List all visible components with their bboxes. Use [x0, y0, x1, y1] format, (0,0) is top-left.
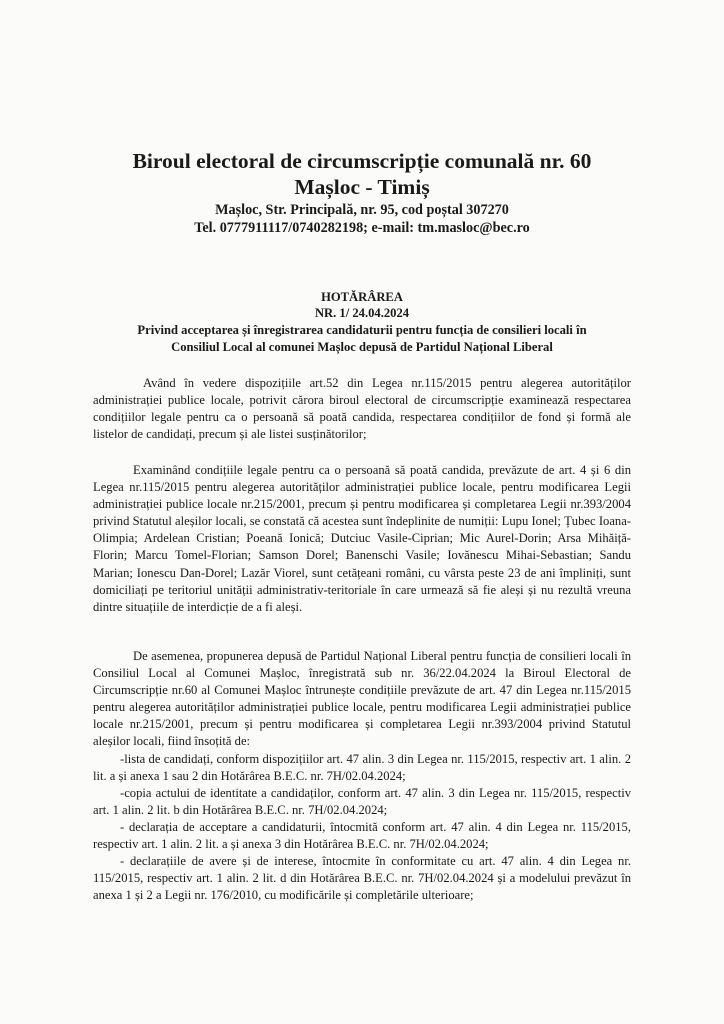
paragraph-1: Având în vedere dispozițiile art.52 din Legea nr.115/2015 pentru alegerea autorităților administrației publice locale, potrivit cărora biroul electoral de circumscripție examinează respectarea condițiilor legale pentru ca o persoană să poată candida, respectarea condițiilor de fond și formă ale listelor de candidați, precum și ale listei susținătorilor;: [93, 376, 631, 442]
list-item: -copia actului de identitate a candidaților, conform art. 47 alin. 3 din Legea nr. 115/2015, respectiv art. 1 alin. 2 lit. b din Hotărârea B.E.C. nr. 7H/02.04.2024;: [93, 785, 631, 817]
list-item: -lista de candidați, conform dispozițiilor art. 47 alin. 3 din Legea nr. 115/2015, respectiv art. 1 alin. 2 lit. a și anexa 1 sau 2 din Hotărârea B.E.C. nr. 7H/02.04.2024;: [93, 751, 631, 783]
paragraph-3-block: [93, 648, 631, 904]
paragraph-3: De asemenea, propunerea depusă de Partidul Național Liberal pentru funcția de consilieri locali în Consiliul Local al Comunei Mașloc, înregistrată sub nr. 36/22.04.2024 la Biroul Electoral de Circumscripție nr.60 al Comunei Mașloc întrunește condițiile prevăzute de art. 47 din Legea nr.115/2015 pentru alegerea autorităților administrației publice locale, pentru modificarea Legii administrației publice locale nr.215/2001, precum și pentru modificarea și completarea Legii nr.393/2004 privind Statutul aleșilor locali, fiind însoțită de:: [93, 649, 631, 749]
decision-title: HOTĂRÂREA: [321, 290, 403, 304]
header-title: Biroul electoral de circumscripție comunală nr. 60: [132, 149, 592, 173]
decision-subject-line2: Consiliul Local al comunei Mașloc depusă de Partidul Național Liberal: [171, 340, 553, 354]
paragraph-1-block: [93, 375, 631, 443]
header-contact: Tel. 0777911117/0740282198; e-mail: tm.masloc@bec.ro: [194, 220, 530, 236]
paragraph-2-block: [93, 462, 631, 616]
header-address: Mașloc, Str. Principală, nr. 95, cod poștal 307270: [215, 202, 509, 218]
header-place: Mașloc - Timiș: [294, 175, 430, 199]
paragraph-2: Examinând condițiile legale pentru ca o persoană să poată candida, prevăzute de art. 4 și 6 din Legea nr.115/2015 pentru alegerea autorităților administrației publice locale, pentru modificarea Legii administrației publice locale nr.215/2001, precum și pentru modificarea și completarea Legii nr.393/2004 privind Statutul aleșilor locali, se constată că acestea sunt îndeplinite de numiții: Lupu Ionel; Țubec Ioana-Olimpia; Ardelean Cristian; Poeană Ionică; Dutciuc Vasile-Ciprian; Mic Aurel-Dorin; Arsa Mihăiță-Florin; Marcu Tomel-Florian; Samson Dorel; Banenschi Vasile; Iovănescu Mihai-Sebastian; Sandu Marian; Ionescu Dan-Dorel; Lazăr Viorel, sunt cetățeani români, cu vârsta peste 23 de ani împliniți, sunt domiciliați pe teritoriul unității administrativ-teritoriale în care urmează să fie aleși și nu rezultă vreuna dintre situațiile de interdicție de a fi aleși.: [93, 463, 631, 614]
decision-subject-line1: Privind acceptarea și înregistrarea candidaturii pentru funcția de consilieri locali în: [137, 323, 587, 337]
list-item: - declarațiile de avere și de interese, întocmite în conformitate cu art. 47 alin. 4 din Legea nr. 115/2015, respectiv art. 1 alin. 2 lit. d din Hotărârea B.E.C. nr. 7H/02.04.2024 și a modelului prevăzut în anexa 1 și 2 a Legii nr. 176/2010, cu modificările și completările ulterioare;: [93, 854, 631, 903]
decision-number: NR. 1/ 24.04.2024: [314, 306, 410, 320]
list-item: - declarația de acceptare a candidaturii, întocmită conform art. 47 alin. 4 din Legea nr. 115/2015, respectiv art. 1 alin. 2 lit. a și anexa 3 din Hotărârea B.E.C. nr. 7H/02.04.2024;: [93, 819, 631, 852]
